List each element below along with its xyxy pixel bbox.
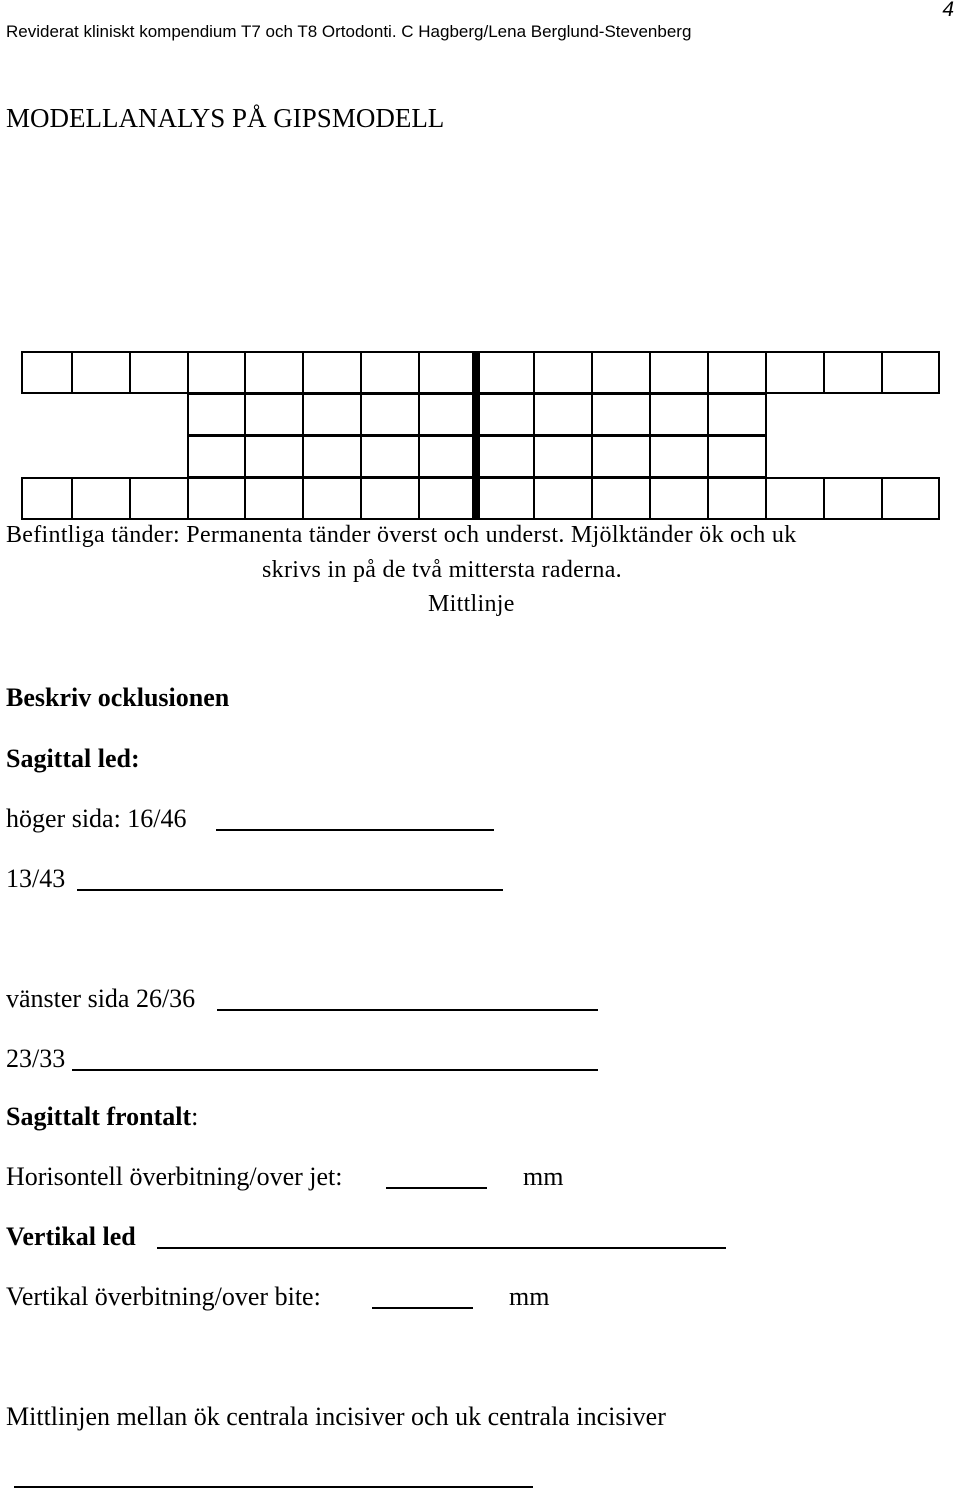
page-title: MODELLANALYS PÅ GIPSMODELL <box>6 103 445 133</box>
right-16-46-label: höger sida: 16/46 <box>6 804 187 833</box>
tooth-cell-lower-permanent[interactable] <box>592 478 650 519</box>
occlusion-heading: Beskriv ocklusionen <box>6 683 230 712</box>
tooth-cell-upper-permanent[interactable] <box>708 352 766 393</box>
tooth-cell-lower-permanent[interactable] <box>188 478 245 519</box>
tooth-cell-lower-permanent[interactable] <box>708 478 766 519</box>
tooth-cell-lower-permanent[interactable] <box>419 478 476 519</box>
tooth-cell-upper-primary[interactable] <box>476 394 534 435</box>
tooth-cell-lower-primary[interactable] <box>534 436 592 477</box>
tooth-cell-upper-permanent[interactable] <box>361 352 419 393</box>
tooth-cell-lower-permanent[interactable] <box>766 478 824 519</box>
tooth-cell-lower-permanent[interactable] <box>882 478 939 519</box>
midline-answer-line[interactable] <box>14 1486 533 1488</box>
tooth-chart-caption-line2: skrivs in på de två mittersta raderna. <box>262 557 622 583</box>
tooth-cell-upper-primary[interactable] <box>650 394 708 435</box>
midline-bar <box>472 352 480 519</box>
sagittal-frontal-colon: : <box>191 1102 199 1131</box>
tooth-cell-lower-permanent[interactable] <box>824 478 882 519</box>
tooth-cell-lower-primary[interactable] <box>708 436 766 477</box>
tooth-cell-upper-permanent[interactable] <box>22 352 72 393</box>
left-23-33-label: 23/33 <box>6 1044 66 1073</box>
tooth-cell-upper-permanent[interactable] <box>882 352 939 393</box>
midline-description: Mittlinjen mellan ök centrala incisiver och uk centrala incisiver <box>6 1402 666 1431</box>
tooth-cell-upper-permanent[interactable] <box>72 352 130 393</box>
tooth-cell-lower-permanent[interactable] <box>22 478 72 519</box>
vertical-heading: Vertikal led <box>6 1222 136 1251</box>
tooth-cell-upper-primary[interactable] <box>361 394 419 435</box>
page-number: 4 <box>942 0 954 21</box>
tooth-cell-upper-primary[interactable] <box>419 394 476 435</box>
left-23-33-answer-line[interactable] <box>72 1069 598 1071</box>
tooth-cell-upper-permanent[interactable] <box>130 352 188 393</box>
right-13-43-label: 13/43 <box>6 864 66 893</box>
tooth-cell-lower-primary[interactable] <box>650 436 708 477</box>
horizontal-overjet-label: Horisontell överbitning/over jet: <box>6 1162 343 1191</box>
sagittal-frontal-heading <box>6 1102 198 1132</box>
right-16-46-answer-line[interactable] <box>216 829 494 831</box>
tooth-cell-upper-permanent[interactable] <box>419 352 476 393</box>
running-header: Reviderat kliniskt kompendium T7 och T8 Ortodonti. C Hagberg/Lena Berglund-Stevenberg <box>6 22 692 41</box>
tooth-cell-upper-permanent[interactable] <box>534 352 592 393</box>
tooth-chart <box>0 0 960 530</box>
tooth-cell-upper-primary[interactable] <box>708 394 766 435</box>
tooth-cell-lower-permanent[interactable] <box>72 478 130 519</box>
tooth-cell-lower-primary[interactable] <box>476 436 534 477</box>
midline-label: Mittlinje <box>428 591 515 617</box>
tooth-cell-lower-permanent[interactable] <box>361 478 419 519</box>
tooth-cell-lower-primary[interactable] <box>419 436 476 477</box>
tooth-cell-upper-permanent[interactable] <box>476 352 534 393</box>
vertical-overbite-unit: mm <box>509 1282 550 1311</box>
horizontal-overjet-unit: mm <box>523 1162 564 1191</box>
tooth-cell-upper-permanent[interactable] <box>245 352 303 393</box>
tooth-cell-lower-permanent[interactable] <box>650 478 708 519</box>
sagittal-heading: Sagittal led: <box>6 744 140 773</box>
tooth-cell-lower-permanent[interactable] <box>130 478 188 519</box>
tooth-cell-upper-permanent[interactable] <box>650 352 708 393</box>
left-26-36-label: vänster sida 26/36 <box>6 984 196 1013</box>
vertical-overbite-answer-line[interactable] <box>372 1307 473 1309</box>
tooth-cell-lower-primary[interactable] <box>361 436 419 477</box>
tooth-cell-upper-permanent[interactable] <box>592 352 650 393</box>
vertical-overbite-label: Vertikal överbitning/over bite: <box>6 1282 321 1311</box>
tooth-cell-lower-primary[interactable] <box>245 436 303 477</box>
vertical-answer-line[interactable] <box>157 1247 726 1249</box>
tooth-cell-upper-primary[interactable] <box>245 394 303 435</box>
tooth-cell-upper-permanent[interactable] <box>303 352 361 393</box>
left-26-36-answer-line[interactable] <box>217 1009 598 1011</box>
tooth-cell-lower-primary[interactable] <box>303 436 361 477</box>
tooth-cell-lower-permanent[interactable] <box>534 478 592 519</box>
sagittal-frontal-text: Sagittalt frontalt <box>6 1102 192 1131</box>
tooth-cell-lower-primary[interactable] <box>592 436 650 477</box>
tooth-cell-upper-permanent[interactable] <box>766 352 824 393</box>
tooth-cell-upper-primary[interactable] <box>303 394 361 435</box>
tooth-cell-upper-permanent[interactable] <box>188 352 245 393</box>
tooth-cell-upper-permanent[interactable] <box>824 352 882 393</box>
tooth-cell-upper-primary[interactable] <box>188 394 245 435</box>
tooth-cell-upper-primary[interactable] <box>592 394 650 435</box>
horizontal-overjet-answer-line[interactable] <box>386 1187 487 1189</box>
tooth-cell-upper-primary[interactable] <box>534 394 592 435</box>
tooth-cell-lower-primary[interactable] <box>188 436 245 477</box>
tooth-chart-caption-line1: Befintliga tänder: Permanenta tänder överst och underst. Mjölktänder ök och uk <box>6 522 797 548</box>
right-13-43-answer-line[interactable] <box>77 889 503 891</box>
tooth-cell-lower-permanent[interactable] <box>303 478 361 519</box>
tooth-cell-lower-permanent[interactable] <box>476 478 534 519</box>
tooth-cell-lower-permanent[interactable] <box>245 478 303 519</box>
